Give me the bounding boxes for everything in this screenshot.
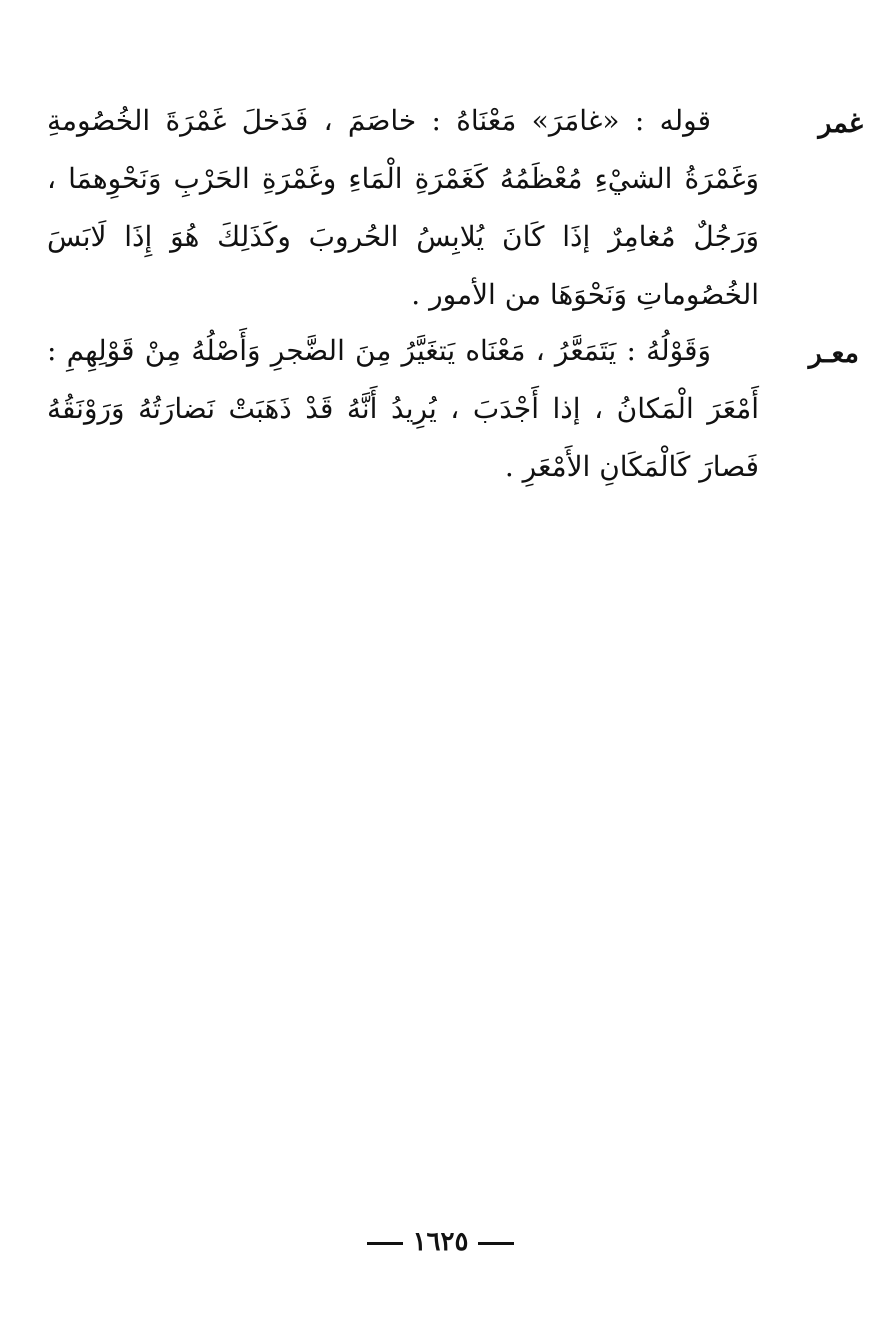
entry-paragraph (47, 92, 759, 324)
entry-text: قوله : «غامَرَ» مَعْنَاهُ : خاصَمَ ، فَدَخلَ غَمْرَةَ الخُصُومةِ وَغَمْرَةُ الشيْءِ مُعْظَمُهُ كَغَمْرَةِ الْمَاءِ وغَمْرَةِ الحَرْبِ وَنَحْوِهمَا ، وَرَجُلٌ مُغامِرٌ إذَا كَانَ يُلابِسُ الحُروبَ وكَذَلِكَ هُوَ إِذَا لَابَسَ الخُصُوماتِ وَنَحْوَهَا من الأمور . (47, 104, 759, 311)
entry-text: وَقَوْلُهُ : يَتَمَعَّرُ ، مَعْنَاه يَتغَيَّرُ مِنَ الضَّجرِ وَأَصْلُهُ مِنْ قَوْلِهِمِ : أَمْعَرَ الْمَكانُ ، إذا أَجْدَبَ ، يُرِيدُ أَنَّهُ قَدْ ذَهَبَتْ نَضارَتُهُ وَرَوْنَقُهُ فَصارَ كَالْمَكَانِ الأَمْعَرِ . (47, 334, 759, 483)
page-number (0, 1222, 881, 1262)
dash-right (478, 1242, 514, 1245)
root-word-heading: معـر (808, 338, 859, 369)
page-number-text: ١٦٢٥ (412, 1227, 469, 1257)
root-word-heading: غمر (818, 108, 863, 139)
dash-left (367, 1242, 403, 1245)
entry-paragraph (47, 322, 759, 496)
